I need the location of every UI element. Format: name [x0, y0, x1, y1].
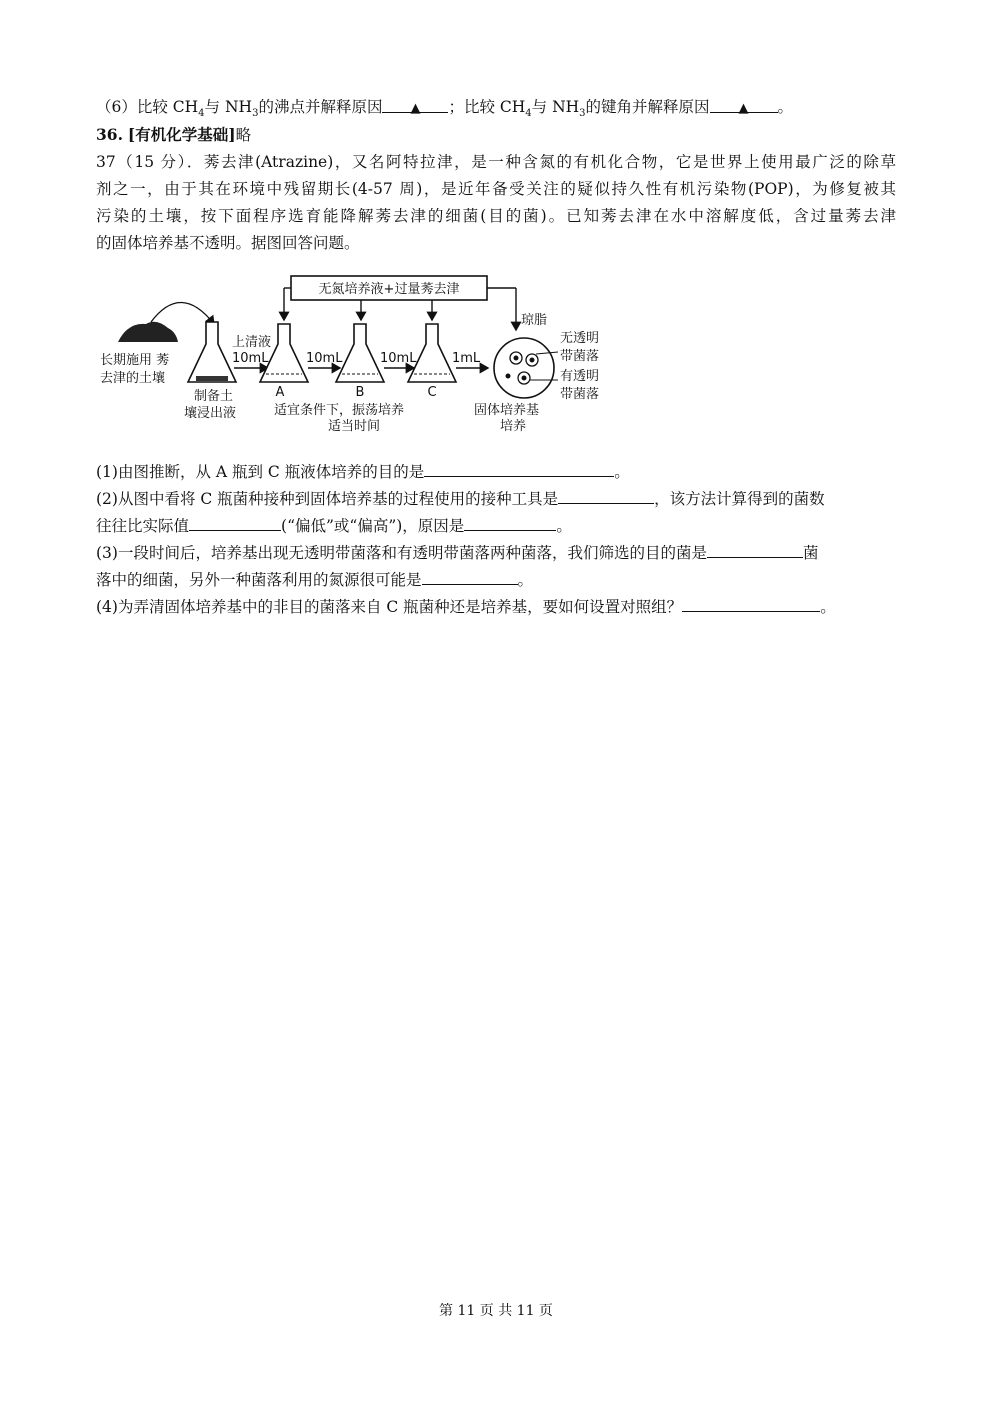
q6-text-b: 与 NH	[204, 98, 253, 116]
q37-line-3: 污染的土壤，按下面程序选育能降解莠去津的细菌(目的菌)。已知莠去津在水中溶解度低，含过量莠去津	[96, 207, 896, 225]
sub-question-1	[96, 460, 896, 483]
soil-mound-icon	[118, 322, 178, 342]
q6-end: 。	[777, 98, 794, 116]
prep-label-1: 制备土	[194, 389, 234, 404]
q37-line-4: 的固体培养基不透明。据图回答问题。	[96, 234, 360, 252]
sq3-blank-2[interactable]	[422, 568, 518, 585]
q6-text-c: 的沸点并解释原因	[258, 98, 383, 116]
experiment-diagram	[96, 272, 616, 442]
sub-question-3-line-1	[96, 541, 896, 564]
sq3-l2-text: 落中的细菌，另外一种菌落利用的氮源很可能是	[96, 571, 422, 589]
sub-question-2-line-2	[96, 514, 896, 537]
q6-sub-d: 3	[579, 108, 586, 120]
q36-label: [有机化学基础]	[127, 125, 236, 144]
flask-c-label: C	[427, 385, 437, 400]
soil-label-2: 去津的土壤	[100, 371, 166, 386]
sq3-end: 。	[517, 571, 534, 589]
flask-b-icon	[336, 324, 384, 382]
q36-note: 略	[235, 126, 252, 144]
sq3-tail: 菌	[802, 544, 819, 562]
sq2-blank-1[interactable]	[558, 487, 654, 504]
soil-label-1: 长期施用 莠	[100, 353, 170, 368]
triangle-mark-icon: ▲	[410, 101, 421, 116]
q6-blank-2[interactable]	[710, 96, 778, 116]
sq3-blank-1[interactable]	[707, 541, 803, 558]
q6-text-d: ；比较 CH	[448, 98, 526, 116]
sq2-blank-2[interactable]	[189, 514, 281, 531]
sq2-l2-text-b: (“偏低”或“偏高”)，原因是	[281, 517, 465, 535]
sq4-end: 。	[820, 598, 836, 616]
flask-a-label: A	[275, 385, 285, 400]
volume-label-2: 10mL	[306, 351, 343, 366]
sq2-blank-3[interactable]	[464, 514, 556, 531]
sq1-end: 。	[614, 463, 630, 481]
prep-label-2: 壤浸出液	[184, 406, 237, 421]
prep-flask-icon	[188, 322, 236, 382]
triangle-mark-icon: ▲	[738, 101, 749, 116]
sq4-blank[interactable]	[682, 595, 820, 612]
question-36-line	[96, 124, 896, 146]
volume-label-3: 10mL	[380, 351, 417, 366]
sq1-text: (1)由图推断，从 A 瓶到 C 瓶液体培养的目的是	[96, 463, 425, 481]
question-6-line	[96, 96, 896, 125]
agar-label: 琼脂	[521, 313, 548, 328]
sq3-text: (3)一段时间后，培养基出现无透明带菌落和有透明带菌落两种菌落，我们筛选的目的菌是	[96, 544, 707, 562]
supernatant-label: 上清液	[232, 335, 272, 350]
solid-medium-label-1: 固体培养基	[474, 403, 540, 418]
sub-question-4	[96, 595, 896, 618]
q36-number: 36.	[96, 125, 123, 144]
sq2-end: 。	[556, 517, 572, 535]
volume-label-1: 10mL	[232, 351, 269, 366]
sub-question-2-line-1	[96, 487, 896, 510]
q6-sub-b: 3	[252, 108, 259, 120]
soil-to-flask-arrow	[151, 302, 214, 324]
volume-label-4: 1mL	[452, 351, 481, 366]
clear-label-2: 带菌落	[560, 387, 600, 402]
q6-blank-1[interactable]	[382, 96, 448, 116]
sq2-text: (2)从图中看将 C 瓶菌种接种到固体培养基的过程使用的接种工具是	[96, 490, 559, 508]
agar-plate-icon	[494, 338, 554, 398]
q37-line-1: 37（15 分）．莠去津(Atrazine)，又名阿特拉津，是一种含氮的有机化合物，它是世界上使用最广泛的除草	[96, 153, 896, 171]
sq1-blank[interactable]	[424, 460, 614, 477]
condition-label-1: 适宜条件下，振荡培养	[274, 403, 405, 418]
q6-text-a: （6）比较 CH	[96, 98, 199, 116]
no-clear-label-1: 无透明	[560, 331, 600, 346]
sq2-l2-text-a: 往往比实际值	[96, 517, 190, 535]
q6-text-f: 的键角并解释原因	[585, 98, 710, 116]
solid-medium-label-2: 培养	[500, 419, 527, 434]
sq2-mid: ，该方法计算得到的菌数	[654, 490, 825, 508]
condition-label-2: 适当时间	[328, 419, 381, 434]
q6-sub-a: 4	[198, 108, 205, 120]
q37-line-2: 剂之一，由于其在环境中残留期长(4-57 周)，是近年备受关注的疑似持久性有机污染物(POP)，为修复被其	[96, 180, 896, 198]
no-clear-label-2: 带菌落	[560, 349, 600, 364]
clear-label-1: 有透明	[560, 369, 600, 384]
flask-b-label: B	[355, 385, 365, 400]
sub-question-3-line-2	[96, 568, 896, 591]
q6-sub-c: 4	[525, 108, 532, 120]
medium-box-label: 无氮培养液+过量莠去津	[318, 282, 460, 297]
sq4-text: (4)为弄清固体培养基中的非目的菌落来自 C 瓶菌种还是培养基，要如何设置对照组？	[96, 598, 683, 616]
page-footer: 第 11 页 共 11 页	[439, 1303, 553, 1319]
q6-text-e: 与 NH	[531, 98, 580, 116]
